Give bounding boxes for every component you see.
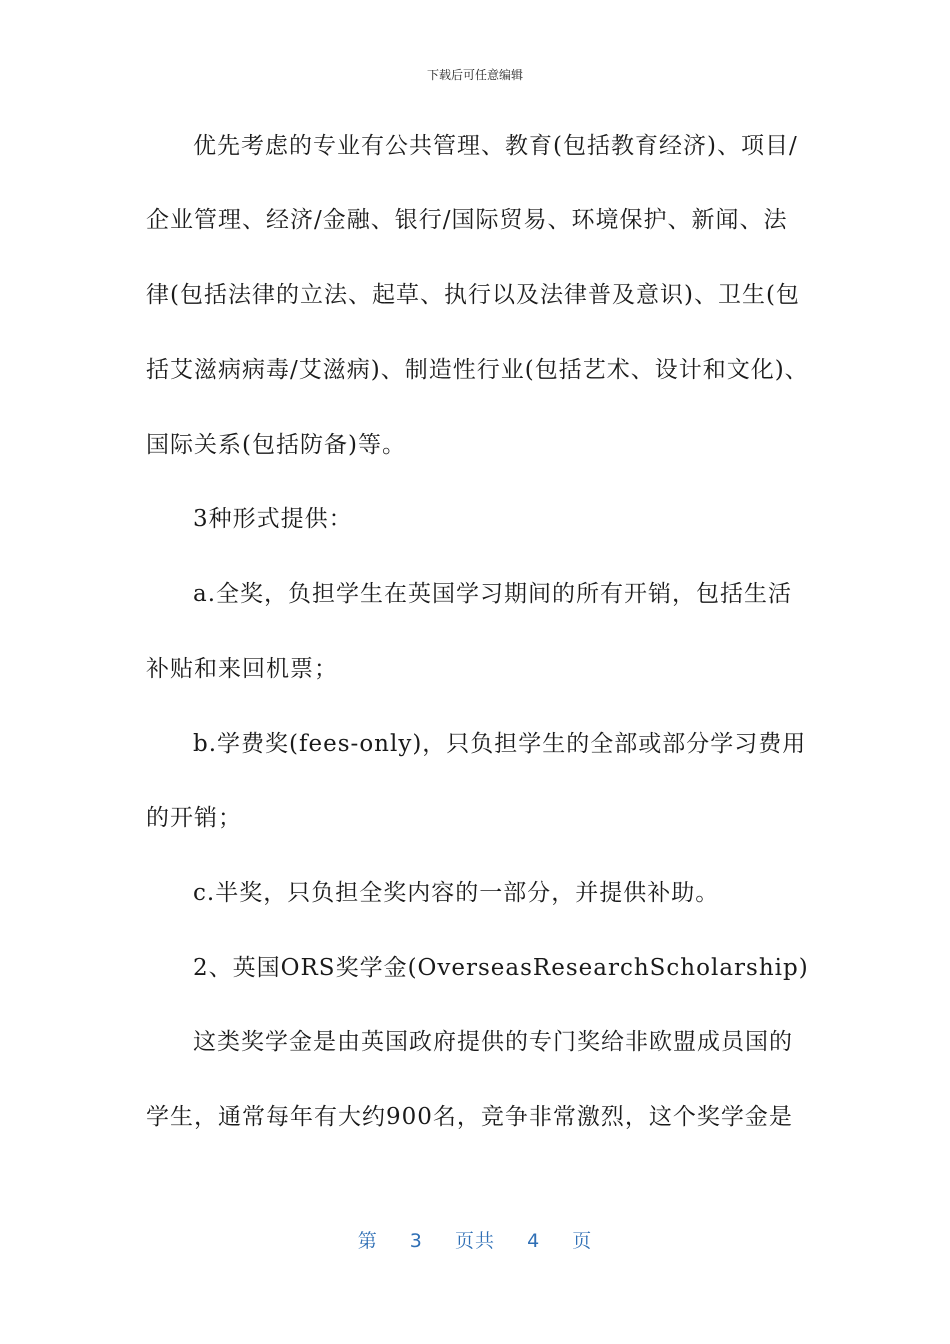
body-line: 这类奖学金是由英国政府提供的专门奖给非欧盟成员国的 bbox=[193, 1029, 793, 1055]
body-line: c.半奖，只负担全奖内容的一部分，并提供补助。 bbox=[193, 880, 720, 906]
footer-prefix: 第 bbox=[357, 1230, 378, 1252]
page-footer bbox=[0, 1226, 950, 1253]
page-header: 下载后可任意编辑 bbox=[426, 68, 523, 82]
body-line: 学生，通常每年有大约900名，竞争非常激烈，这个奖学金是 bbox=[146, 1104, 793, 1130]
footer-suffix: 页 bbox=[572, 1230, 593, 1252]
footer-middle: 页共 bbox=[454, 1230, 495, 1252]
body-line: 优先考虑的专业有公共管理、教育(包括教育经济)、项目/ bbox=[193, 133, 798, 159]
current-page-number: 3 bbox=[409, 1230, 423, 1252]
body-line: 的开销； bbox=[146, 805, 242, 831]
body-line: a.全奖，负担学生在英国学习期间的所有开销，包括生活 bbox=[193, 581, 793, 607]
body-line: 国际关系(包括防备)等。 bbox=[146, 432, 406, 458]
body-line: b.学费奖(fees-only)，只负担学生的全部或部分学习费用 bbox=[193, 731, 807, 757]
body-line: 补贴和来回机票； bbox=[146, 656, 338, 682]
total-pages-number: 4 bbox=[527, 1230, 541, 1252]
body-line: 括艾滋病病毒/艾滋病)、制造性行业(包括艺术、设计和文化)、 bbox=[146, 357, 809, 383]
body-line: 律(包括法律的立法、起草、执行以及法律普及意识)、卫生(包 bbox=[146, 282, 800, 308]
section-heading: 2、英国ORS奖学金(OverseasResearchScholarship) bbox=[193, 955, 809, 981]
body-line: 企业管理、经济/金融、银行/国际贸易、环境保护、新闻、法 bbox=[146, 207, 788, 233]
body-line: 3种形式提供： bbox=[193, 506, 353, 532]
